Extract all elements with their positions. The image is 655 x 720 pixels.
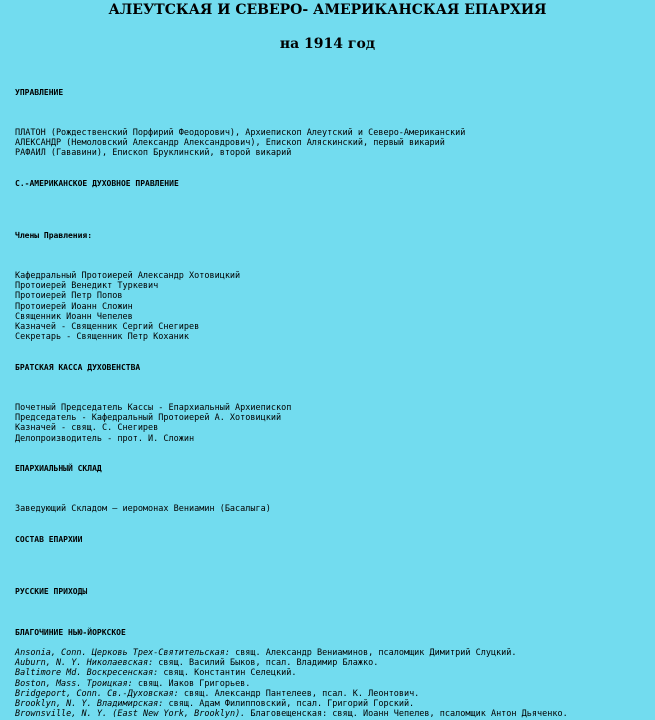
parish-church: Св.-Духовская: <box>107 688 179 699</box>
list-item: Протоиерей Иоанн Сложин <box>15 301 133 312</box>
parish-church: Николаевская: <box>86 658 154 669</box>
parish-entry <box>15 689 568 699</box>
list-item: Почетный Председатель Кассы - Епархиальный Архиепископ <box>15 403 292 413</box>
parish-place: Brownsville, N. Y. <box>15 709 108 720</box>
parish-entry <box>15 699 568 709</box>
parish-clergy: свящ. Иаков Григорьев. <box>132 678 251 689</box>
list-item: АЛЕКСАНДР (Немоловский Александр Александрович), Епископ Аляскинский, первый викарий <box>15 138 445 149</box>
parish-entry <box>15 709 568 719</box>
list-item: Кафедральный Протоиерей Александр Хотовицкий <box>15 271 241 281</box>
section-heading-sklad: ЕПАРХИАЛЬНЫЙ СКЛАД <box>15 464 102 473</box>
parish-place: Bridgeport, Conn. <box>15 688 102 699</box>
parish-church: Воскресенская: <box>86 668 159 679</box>
parish-church: Владимирская: <box>96 698 164 709</box>
parish-clergy: свящ. Адам Филипповский, псал. Григорий Горский. <box>163 698 415 709</box>
parish-place: Boston, Mass. <box>15 678 82 689</box>
page-subtitle: на 1914 год <box>279 36 376 52</box>
section-blagochinie-list <box>15 648 568 719</box>
parish-place: Ansonia, Conn. <box>15 648 87 658</box>
parish-church: Церковь Трех-Святительская: <box>91 648 230 658</box>
list-item: Секретарь - Священник Петр Коханик <box>15 332 189 343</box>
page-title: АЛЕУТСКАЯ И СЕВЕРО- АМЕРИКАНСКАЯ ЕПАРХИЯ <box>108 2 547 18</box>
list-item: Делопроизводитель - прот. И. Сложин <box>15 433 195 444</box>
list-item: Протоиерей Петр Попов <box>15 291 123 302</box>
section-heading-kassa: БРАТСКАЯ КАССА ДУХОВЕНСТВА <box>15 363 141 372</box>
list-item: Казначей - свящ. С. Снегирев <box>15 423 159 434</box>
parish-place: Brooklyn, N. Y. <box>15 698 92 709</box>
section-upravlenie-list <box>15 128 465 159</box>
section-heading-blagochinie: БЛАГОЧИНИЕ НЬЮ-ЙОРКСКОЕ <box>15 628 126 637</box>
list-item: ПЛАТОН (Рождественский Порфирий Феодорович), Архиепископ Алеутский и Северо-Американский <box>15 128 466 138</box>
parish-entry <box>15 679 568 689</box>
parish-church: (East New York, Brooklyn). <box>112 709 246 720</box>
parish-clergy: Благовещенская: свящ. Иоанн Чепелев, псаломщик Антон Дьяченко. <box>245 709 568 720</box>
parish-entry <box>15 648 568 658</box>
list-item: Заведующий Складом — иеромонах Вениамин (Басалыга) <box>15 504 271 514</box>
parish-clergy: свящ. Александр Пантелеев, псал. К. Леонтович. <box>178 688 420 699</box>
section-subheading-members: Члены Правления: <box>15 231 93 240</box>
section-heading-prikhody: РУССКИЕ ПРИХОДЫ <box>15 587 88 596</box>
section-sklad-list <box>15 504 271 514</box>
section-kassa-list <box>15 403 291 444</box>
parish-entry <box>15 668 568 678</box>
list-item: Священник Иоанн Чепелев <box>15 311 133 322</box>
parish-clergy: свящ. Александр Вениаминов, псаломщик Димитрий Слуцкий. <box>229 648 517 658</box>
section-dukhovnoe-list <box>15 271 240 342</box>
list-item: Председатель - Кафедральный Протоиерей А. Хотовицкий <box>15 413 282 424</box>
parish-church: Троицкая: <box>86 678 133 689</box>
parish-clergy: свящ. Константин Селецкий. <box>158 668 297 679</box>
list-item: Казначей - Священник Сергий Снегирев <box>15 321 200 332</box>
list-item: Протоиерей Венедикт Туркевич <box>15 281 159 292</box>
section-heading-upravlenie: УПРАВЛЕНИЕ <box>15 88 64 97</box>
parish-place: Auburn, N. Y. <box>15 658 82 669</box>
parish-clergy: свящ. Василий Быков, псал. Владимир Блажко. <box>153 658 379 669</box>
list-item: РАФАИЛ (Гававини), Епископ Бруклинский, второй викарий <box>15 148 292 159</box>
parish-entry <box>15 658 568 668</box>
section-heading-dukhovnoe: С.-АМЕРИКАНСКОЕ ДУХОВНОЕ ПРАВЛЕНИЕ <box>15 179 179 188</box>
parish-place: Baltimore Md. <box>15 668 82 679</box>
section-heading-sostav: СОСТАВ ЕПАРХИИ <box>15 535 83 544</box>
